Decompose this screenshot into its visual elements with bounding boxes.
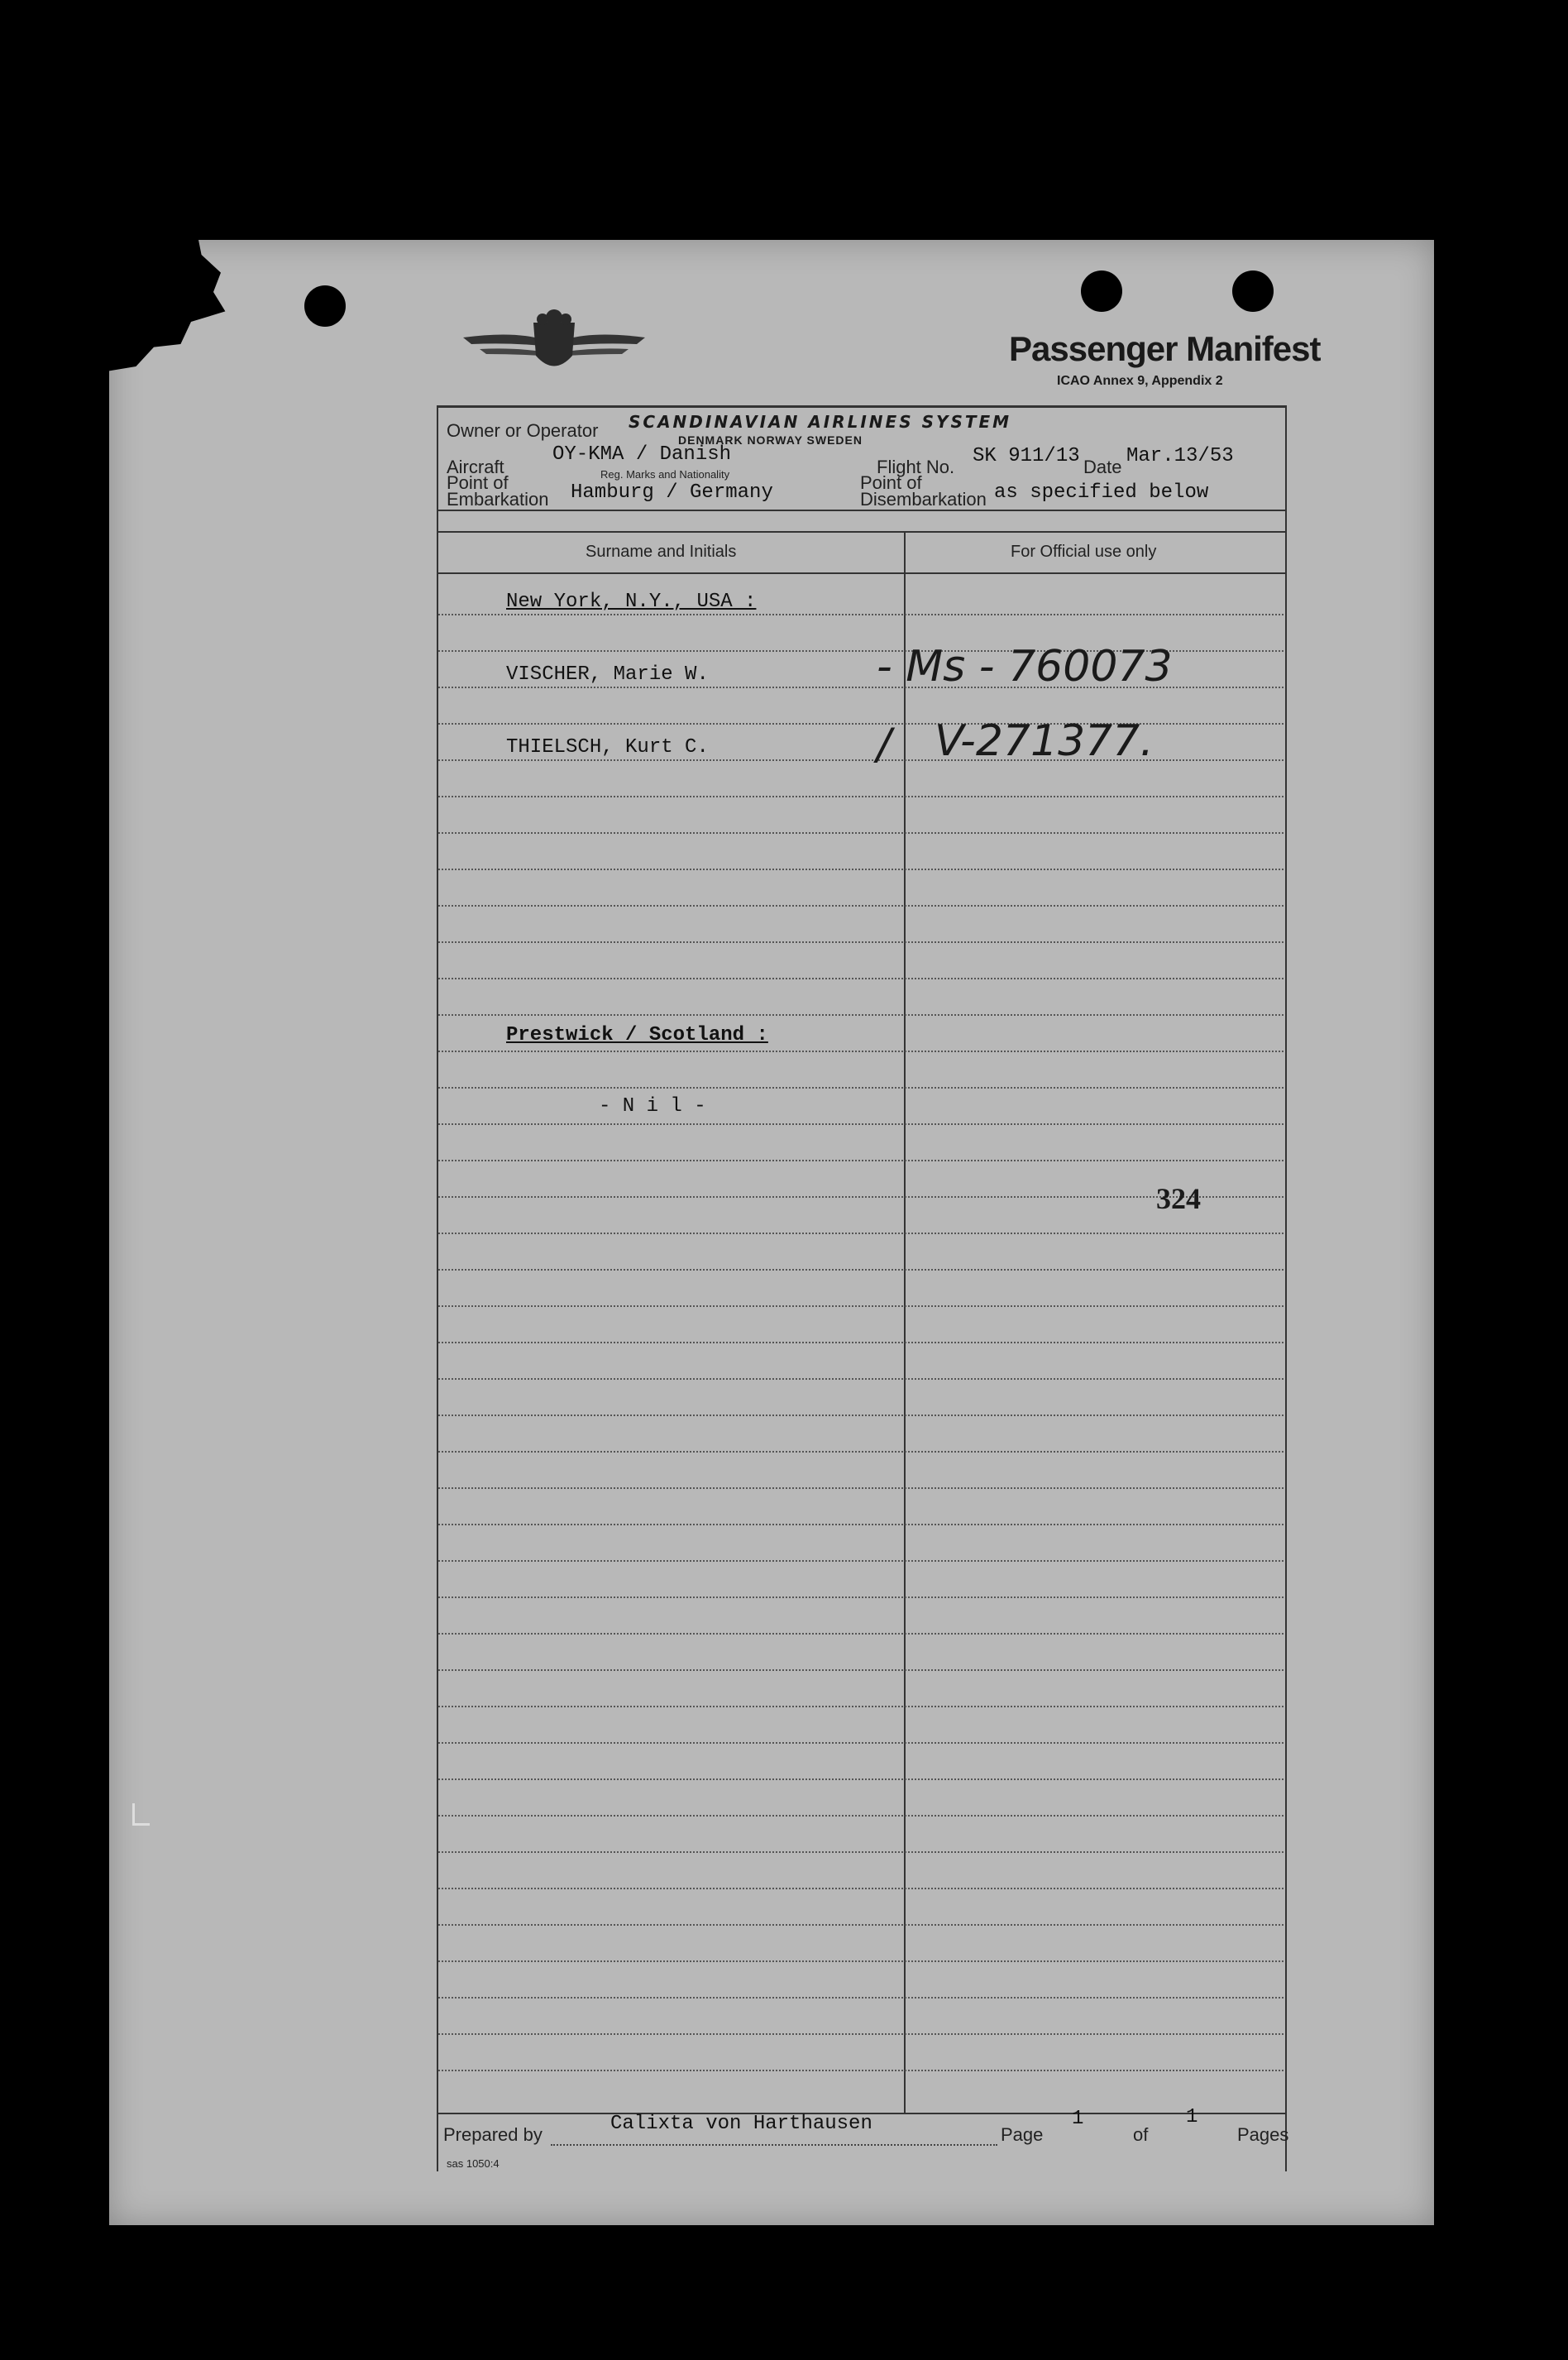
page-label: Page (1001, 2124, 1044, 2145)
punch-hole-middle (1081, 270, 1122, 312)
disembarkation-value: as specified below (994, 481, 1209, 504)
row-line (438, 1051, 1284, 1052)
destination-new-york: New York, N.Y., USA : (506, 591, 757, 613)
row-line (438, 1742, 1284, 1744)
row-line (438, 1924, 1284, 1926)
disembarkation-label-line2: Disembarkation (860, 489, 987, 510)
form-number: sas 1050:4 (447, 2157, 500, 2170)
column-divider (904, 531, 906, 2113)
flight-no-value: SK 911/13 (973, 445, 1080, 467)
row-line (438, 614, 1284, 615)
owner-value: SCANDINAVIAN AIRLINES SYSTEM (629, 412, 1012, 432)
row-line (438, 1233, 1284, 1234)
row-line (438, 1997, 1284, 1999)
page-value: 1 (1072, 2108, 1084, 2130)
nil-entry: - N i l - (599, 1095, 706, 1118)
row-line (438, 759, 1284, 761)
annex-reference: ICAO Annex 9, Appendix 2 (1057, 374, 1223, 388)
row-line (438, 1269, 1284, 1271)
row-line (438, 941, 1284, 943)
page-title: Passenger Manifest (1009, 329, 1321, 368)
owner-countries: DENMARK NORWAY SWEDEN (678, 433, 863, 447)
stamp-number: 324 (1156, 1182, 1201, 1215)
column-head-bottom-rule (437, 572, 1285, 574)
row-line (438, 1706, 1284, 1707)
embarkation-label-line2: Embarkation (447, 489, 549, 510)
punch-hole-right (1232, 270, 1274, 312)
embarkation-label (447, 472, 549, 510)
embarkation-label-line1: Point of (447, 472, 509, 493)
row-line (438, 1815, 1284, 1817)
row-line (438, 1378, 1284, 1380)
row-line (438, 1487, 1284, 1489)
column-head-top-rule (437, 531, 1285, 533)
row-line (438, 1669, 1284, 1671)
row-line (438, 1415, 1284, 1416)
aircraft-label: Aircraft (447, 457, 504, 477)
reg-marks-label: Reg. Marks and Nationality (600, 468, 730, 481)
destination-prestwick: Prestwick / Scotland : (506, 1024, 768, 1046)
column-header-official: For Official use only (1011, 543, 1157, 561)
margin-mark (132, 1803, 150, 1826)
row-line (438, 905, 1284, 907)
row-line (438, 1160, 1284, 1161)
official-entry-vischer: - Ms - 760073 (877, 642, 1173, 692)
row-line (438, 1524, 1284, 1525)
row-line (438, 978, 1284, 979)
row-line (438, 1888, 1284, 1889)
prepared-by-value: Calixta von Harthausen (610, 2113, 872, 2135)
header-bottom-rule (437, 510, 1285, 511)
punch-hole-left (304, 285, 346, 327)
passenger-row-vischer: VISCHER, Marie W. (506, 663, 709, 686)
flight-no-label: Flight No. (877, 457, 955, 477)
row-line (438, 1305, 1284, 1307)
row-line (438, 2070, 1284, 2071)
frame-top-rule (437, 405, 1285, 408)
official-entry-thielsch: V-271377. (935, 716, 1154, 766)
row-line (438, 1342, 1284, 1343)
date-label: Date (1083, 457, 1122, 477)
row-line (438, 1633, 1284, 1635)
of-value: 1 (1186, 2106, 1198, 2128)
column-header-surname: Surname and Initials (586, 543, 737, 561)
row-line (438, 1960, 1284, 1962)
owner-label: Owner or Operator (447, 420, 599, 441)
row-line (438, 1087, 1284, 1089)
row-line (438, 832, 1284, 834)
row-line (438, 723, 1284, 725)
disembarkation-label (860, 472, 987, 510)
prepared-by-label: Prepared by (443, 2124, 543, 2145)
row-line (438, 1123, 1284, 1125)
aircraft-value: OY-KMA / Danish (552, 443, 732, 466)
row-line (438, 2033, 1284, 2035)
row-line (438, 1451, 1284, 1453)
date-value: Mar.13/53 (1126, 445, 1234, 467)
airline-logo-icon (463, 306, 645, 381)
row-line (438, 1560, 1284, 1562)
embarkation-value: Hamburg / Germany (571, 481, 773, 504)
pages-label: Pages (1237, 2124, 1289, 2145)
row-line (438, 1851, 1284, 1853)
row-line (438, 796, 1284, 797)
row-line (438, 1778, 1284, 1780)
row-line (438, 1596, 1284, 1598)
of-label: of (1133, 2124, 1149, 2145)
disembarkation-label-line1: Point of (860, 472, 922, 493)
row-line (438, 1014, 1284, 1016)
prepared-by-line (551, 2144, 997, 2146)
passenger-row-thielsch: THIELSCH, Kurt C. (506, 736, 709, 759)
row-line (438, 869, 1284, 870)
official-entry-slash: / (877, 720, 892, 769)
